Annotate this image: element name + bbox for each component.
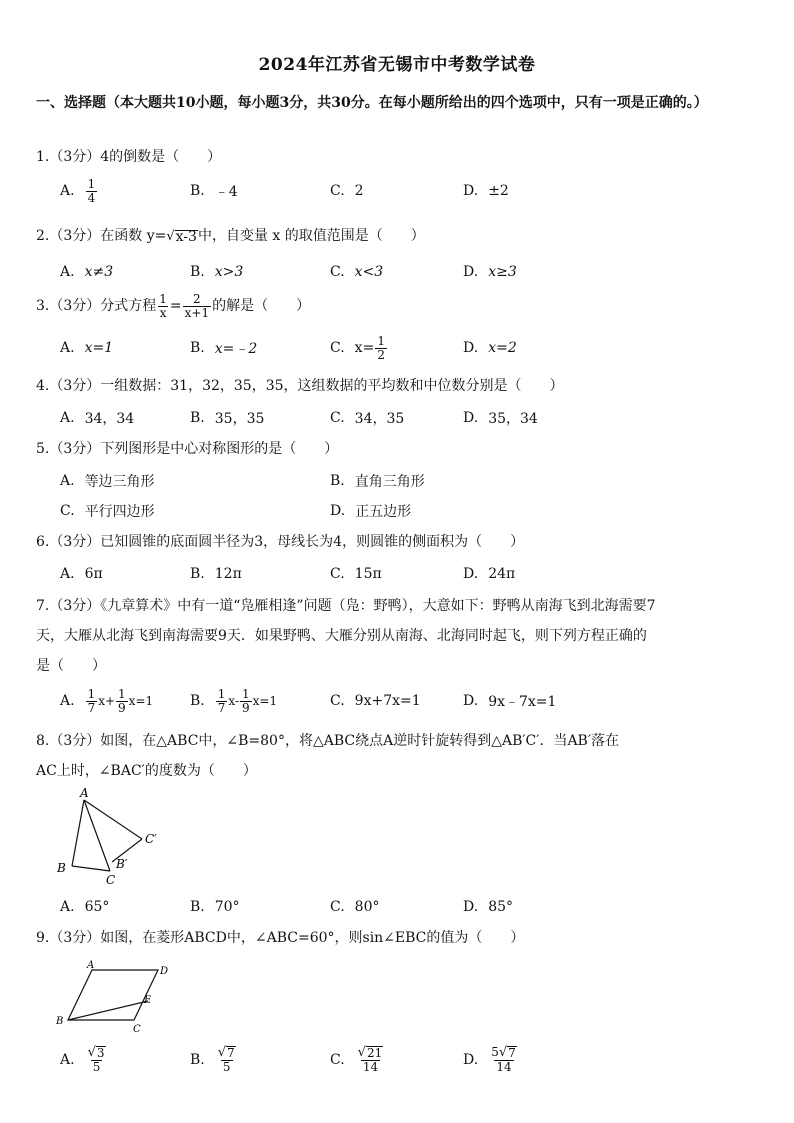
radicand: 21 — [366, 1046, 383, 1060]
option-b — [190, 257, 243, 287]
option-label: D. — [330, 503, 346, 519]
option-b — [330, 466, 425, 496]
option-label: C. — [60, 503, 75, 519]
option-label: C. — [330, 264, 345, 280]
option-label: B. — [190, 566, 205, 582]
option-text: x=1 — [84, 340, 114, 356]
vertex-label-a: A — [87, 960, 95, 971]
denominator: 9 — [242, 700, 250, 715]
option-d — [463, 333, 517, 363]
question-text: 中，自变量 x 的取值范围是（ ） — [197, 228, 425, 244]
question-4-options — [60, 403, 760, 433]
option-label: D. — [463, 899, 479, 915]
option-text: x≠3 — [84, 264, 114, 280]
vertex-label-b: B — [56, 1016, 64, 1027]
numerator: √ 7 — [217, 1045, 235, 1060]
option-text: ﹣4 — [214, 184, 238, 200]
fraction — [356, 1046, 386, 1074]
vertex-label-c-prime: C′ — [145, 832, 157, 846]
question-8-line-2: AC上时，∠BAC′的度数为（ ） — [36, 763, 257, 779]
option-text: x=1 — [252, 694, 278, 708]
coefficient: 5 — [491, 1045, 499, 1059]
option-b — [190, 1040, 239, 1080]
option-a — [60, 892, 109, 922]
fraction — [86, 1046, 108, 1074]
denominator: 5 — [222, 1060, 231, 1074]
question-7-line-3: 是（ ） — [36, 658, 106, 674]
numerator: 1 — [118, 686, 126, 701]
option-a — [60, 686, 153, 716]
option-label: B. — [190, 183, 205, 199]
option-text: 34，34 — [84, 411, 135, 427]
option-label: D. — [463, 693, 479, 709]
option-b — [190, 333, 257, 363]
question-3-options — [60, 333, 760, 363]
option-label: A. — [60, 566, 75, 582]
question-2-options — [60, 257, 760, 287]
option-a — [60, 559, 103, 589]
option-label: D. — [463, 340, 479, 356]
fraction — [216, 1046, 238, 1074]
vertex-label-b-prime: B′ — [116, 857, 128, 871]
denominator: 2 — [377, 347, 385, 362]
option-text: 9x﹣7x=1 — [488, 694, 557, 710]
option-text: 15π — [354, 566, 382, 582]
option-label: B. — [330, 473, 345, 489]
section-heading: 一、选择题（本大题共10小题，每小题3分，共30分。在每小题所给出的四个选项中，只有一项是正确的。） — [36, 95, 708, 111]
denominator: 9 — [118, 700, 126, 715]
option-text: 12π — [214, 566, 242, 582]
denominator: 7 — [87, 700, 96, 715]
question-6-options — [60, 559, 760, 589]
fraction — [157, 293, 169, 320]
option-b — [190, 686, 277, 716]
option-label: B. — [190, 693, 205, 709]
option-text: 正五边形 — [355, 504, 412, 520]
option-b — [190, 559, 242, 589]
option-text: x+ — [98, 694, 116, 708]
radicand: 3 — [96, 1046, 105, 1060]
numerator: 1 — [242, 686, 250, 701]
option-label: D. — [463, 566, 479, 582]
option-d — [463, 176, 509, 206]
fraction — [116, 688, 128, 715]
fraction — [86, 688, 98, 715]
option-text: x- — [228, 694, 240, 708]
option-d — [463, 403, 538, 433]
denominator: 5 — [92, 1060, 101, 1074]
option-text: 直角三角形 — [354, 474, 425, 490]
option-d — [330, 496, 411, 526]
rotated-triangle-figure — [50, 788, 180, 890]
equals-sign: = — [169, 298, 182, 314]
numerator: 1 — [217, 686, 226, 701]
option-text: 65° — [84, 899, 110, 915]
question-9-options — [60, 1040, 760, 1080]
option-text: x=1 — [128, 694, 154, 708]
question-8-line-1: 8.（3分）如图，在△ABC中，∠B=80°，将△ABC绕点A逆时针旋转得到△AB′C′．当AB′落在 — [36, 733, 620, 749]
denominator: 14 — [362, 1060, 379, 1074]
square-root: √ x-3 — [166, 229, 197, 245]
option-text: 80° — [354, 899, 380, 915]
option-text: 平行四边形 — [84, 504, 155, 520]
option-label: C. — [330, 899, 345, 915]
option-text: 6π — [84, 566, 103, 582]
option-a — [60, 176, 98, 206]
vertex-label-b: B — [57, 861, 66, 875]
option-c — [330, 333, 388, 363]
option-a — [60, 403, 134, 433]
question-2 — [36, 221, 760, 251]
option-b — [190, 403, 264, 433]
option-c — [330, 892, 380, 922]
option-c — [330, 1040, 386, 1080]
option-text: x≥3 — [488, 264, 517, 280]
option-label: A. — [60, 899, 75, 915]
numerator: 5 √ 7 — [491, 1045, 516, 1060]
vertex-label-a: A — [80, 788, 89, 800]
option-label: A. — [60, 410, 75, 426]
option-a — [60, 333, 113, 363]
option-text: x= — [354, 340, 375, 356]
fraction — [86, 178, 98, 205]
vertex-label-d: D — [160, 966, 169, 977]
option-label: C. — [330, 693, 345, 709]
denominator: 4 — [87, 190, 96, 205]
option-c — [330, 176, 364, 206]
option-label: B. — [190, 264, 205, 280]
option-label: A. — [60, 693, 75, 709]
option-label: B. — [190, 340, 205, 356]
option-label: B. — [190, 1052, 205, 1068]
option-c — [330, 559, 382, 589]
option-c — [330, 257, 383, 287]
vertex-label-c: C — [106, 873, 116, 887]
option-text: 35，35 — [214, 411, 265, 427]
fraction — [375, 335, 387, 362]
option-text: 24π — [488, 566, 516, 582]
numerator: √ 21 — [357, 1045, 383, 1060]
option-label: D. — [463, 264, 479, 280]
option-text: 等边三角形 — [84, 474, 155, 490]
option-label: C. — [330, 183, 345, 199]
option-text: 2 — [354, 183, 364, 199]
option-a — [60, 466, 155, 496]
option-label: A. — [60, 183, 75, 199]
question-4: 4.（3分）一组数据：31，32，35，35，这组数据的平均数和中位数分别是（ ） — [36, 378, 564, 394]
option-label: D. — [463, 410, 479, 426]
option-b — [190, 176, 238, 206]
question-text: 的解是（ ） — [212, 298, 311, 314]
radicand: 7 — [227, 1046, 235, 1060]
option-text: x=2 — [488, 340, 517, 356]
option-text: 34，35 — [354, 411, 405, 427]
denominator: x — [159, 305, 167, 320]
option-d — [463, 686, 556, 716]
radicand: 7 — [508, 1046, 516, 1060]
option-label: D. — [463, 183, 479, 199]
denominator: 7 — [217, 700, 226, 715]
question-1: 1.（3分）4的倒数是（ ） — [36, 149, 222, 165]
option-label: A. — [60, 264, 75, 280]
question-5-options-row2 — [60, 496, 760, 526]
option-a — [60, 257, 113, 287]
option-label: A. — [60, 473, 75, 489]
option-text: x<3 — [354, 264, 384, 280]
option-label: B. — [190, 410, 205, 426]
fraction — [216, 688, 228, 715]
question-1-options — [60, 176, 760, 206]
option-label: A. — [60, 1052, 75, 1068]
option-label: A. — [60, 340, 75, 356]
option-label: C. — [330, 340, 345, 356]
question-6: 6.（3分）已知圆锥的底面圆半径为3，母线长为4，则圆锥的侧面积为（ ） — [36, 534, 525, 550]
option-d — [463, 559, 515, 589]
question-3 — [36, 291, 760, 321]
option-text: 70° — [214, 899, 240, 915]
option-b — [190, 892, 240, 922]
question-8-options — [60, 892, 760, 922]
option-text: x=﹣2 — [214, 341, 258, 357]
page-title: 2024年江苏省无锡市中考数学试卷 — [258, 55, 536, 75]
numerator: 1 — [377, 333, 385, 348]
fraction — [240, 688, 252, 715]
numerator: √ 3 — [87, 1045, 105, 1060]
question-text: 3.（3分）分式方程 — [36, 298, 157, 314]
option-text: x>3 — [214, 264, 244, 280]
option-d — [463, 1040, 520, 1080]
fraction — [183, 293, 211, 320]
fraction — [489, 1046, 519, 1074]
vertex-label-c: C — [133, 1024, 141, 1034]
option-text: 85° — [488, 899, 514, 915]
numerator: 1 — [159, 291, 167, 306]
option-label: C. — [330, 1052, 345, 1068]
option-c — [330, 403, 404, 433]
numerator: 1 — [87, 176, 96, 191]
option-a — [60, 1040, 109, 1080]
numerator: 2 — [193, 291, 201, 306]
option-label: D. — [463, 1052, 479, 1068]
question-7-line-1: 7.（3分）《九章算术》中有一道“凫雁相逢”问题（凫：野鸭），大意如下：野鸭从南海飞到北海需要7 — [36, 598, 656, 614]
option-text: 9x+7x=1 — [354, 693, 421, 709]
option-text: 35，34 — [488, 411, 538, 427]
question-text: 2.（3分）在函数 y= — [36, 228, 167, 244]
vertex-label-e: E — [144, 995, 152, 1006]
question-5-options-row1 — [60, 466, 760, 496]
option-label: B. — [190, 899, 205, 915]
numerator: 1 — [87, 686, 96, 701]
radicand: x-3 — [175, 229, 197, 245]
option-c — [330, 686, 421, 716]
denominator: x+1 — [184, 305, 210, 320]
option-d — [463, 892, 513, 922]
question-9: 9.（3分）如图，在菱形ABCD中，∠ABC=60°，则sin∠EBC的值为（ ） — [36, 930, 525, 946]
option-d — [463, 257, 517, 287]
rhombus-figure — [50, 958, 180, 1034]
question-7-options — [60, 686, 760, 716]
question-5: 5.（3分）下列图形是中心对称图形的是（ ） — [36, 441, 339, 457]
option-text: ±2 — [488, 183, 509, 199]
denominator: 14 — [496, 1060, 512, 1074]
question-7-line-2: 天，大雁从北海飞到南海需要9天．如果野鸭、大雁分别从南海、北海同时起飞，则下列方程正确的 — [36, 628, 647, 644]
option-label: C. — [330, 410, 345, 426]
option-c — [60, 496, 155, 526]
option-label: C. — [330, 566, 345, 582]
